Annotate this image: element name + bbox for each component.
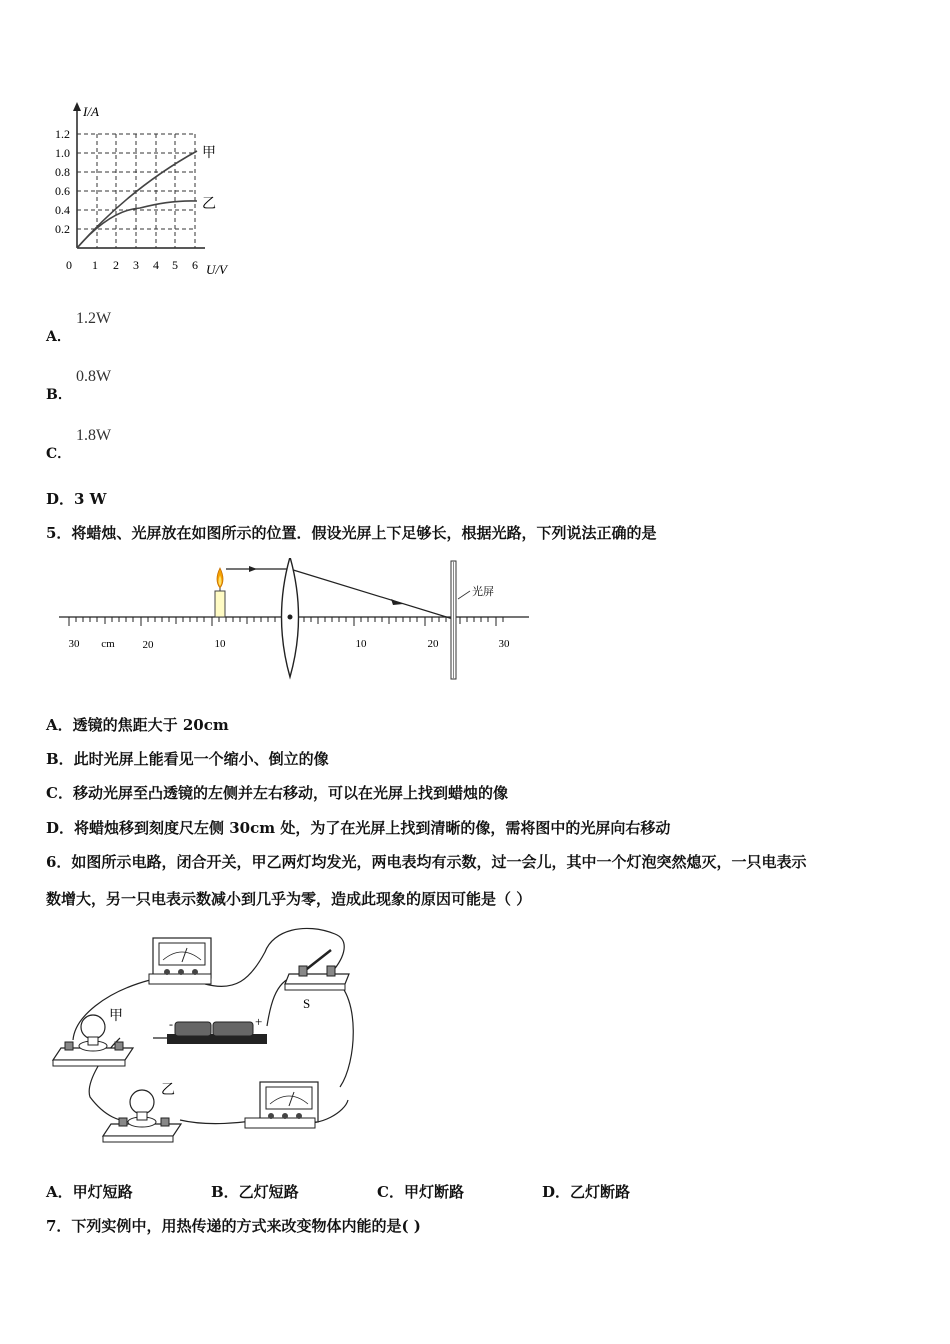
- ruler-label: 30: [68, 638, 80, 650]
- refracted-ray: [290, 569, 453, 619]
- y-tick: 0.2: [55, 222, 70, 236]
- ruler-label: 20: [142, 639, 154, 651]
- candle: [215, 568, 225, 617]
- q5-option-b[interactable]: B．此时光屏上能看见一个缩小、倒立的像: [46, 750, 329, 768]
- question-6-stem-line2: 数增大，另一只电表示数减小到几乎为零，造成此现象的原因可能是（ ）: [46, 890, 532, 908]
- iu-graph: [40, 98, 250, 278]
- x-tick: 0: [66, 258, 72, 272]
- option-value: 3 W: [74, 490, 107, 508]
- curve-yi: [77, 201, 197, 248]
- option-letter: D．: [46, 490, 75, 508]
- ruler-label: 20: [427, 638, 439, 650]
- x-tick: 6: [192, 258, 198, 272]
- meter-bottom: [245, 1082, 318, 1128]
- question-6-stem-line1: 6．如图所示电路，闭合开关，甲乙两灯均发光，两电表均有示数，过一会儿，其中一个灯泡突然熄灭，一只电表示: [46, 853, 807, 871]
- x-tick: 3: [133, 258, 139, 272]
- battery-plus: +: [255, 1014, 263, 1029]
- q6-option-b[interactable]: B．乙灯短路: [211, 1183, 299, 1201]
- ray-arrow: [391, 599, 403, 605]
- q5-option-a[interactable]: A．透镜的焦距大于 20cm: [46, 716, 229, 734]
- option-d[interactable]: [46, 488, 107, 509]
- lens-center-dot: [288, 615, 293, 620]
- x-tick: 2: [113, 258, 119, 272]
- ruler-label: cm: [101, 638, 115, 650]
- candle-body: [215, 591, 225, 617]
- y-tick: 1.2: [55, 127, 70, 141]
- ruler-label: 30: [498, 638, 510, 650]
- circuit-diagram: [45, 922, 365, 1144]
- option-value: 0.8W: [76, 368, 112, 385]
- lamp-label-jia: 甲: [109, 1009, 123, 1024]
- switch-label: S: [303, 996, 311, 1011]
- curve-label-jia: 甲: [202, 146, 216, 161]
- curve-label-yi: 乙: [202, 197, 216, 212]
- y-tick: 0.8: [55, 165, 70, 179]
- option-letter: A．: [46, 329, 71, 345]
- q6-option-c[interactable]: C．甲灯断路: [377, 1183, 464, 1201]
- x-tick: 4: [153, 258, 159, 272]
- option-value: 1.2W: [76, 310, 112, 327]
- ruler-label: 10: [214, 638, 226, 650]
- q5-option-d[interactable]: D．将蜡烛移到刻度尺左侧 30cm 处，为了在光屏上找到清晰的像，需将图中的光屏向右移动: [46, 819, 671, 837]
- q6-option-a[interactable]: A．甲灯短路: [46, 1183, 133, 1201]
- option-value: 1.8W: [76, 427, 112, 444]
- y-tick: 0.4: [55, 203, 70, 217]
- option-letter: C．: [46, 446, 72, 462]
- option-letter: B．: [46, 387, 72, 403]
- lamp-jia: [53, 1008, 133, 1066]
- ruler-label: 10: [355, 638, 367, 650]
- question-7-stem: 7．下列实例中，用热传递的方式来改变物体内能的是( ): [46, 1217, 421, 1235]
- x-tick: 5: [172, 258, 178, 272]
- screen-label-leader: [458, 591, 470, 599]
- ray-arrow: [249, 566, 257, 572]
- switch: [285, 950, 349, 1011]
- x-axis-label: U/V: [206, 262, 227, 277]
- y-tick: 1.0: [55, 146, 70, 160]
- x-tick: 1: [92, 258, 98, 272]
- lamp-label-yi: 乙: [161, 1083, 175, 1098]
- meter-top: [149, 938, 211, 984]
- q5-option-c[interactable]: C．移动光屏至凸透镜的左侧并左右移动，可以在光屏上找到蜡烛的像: [46, 784, 508, 802]
- y-axis-arrow: [73, 102, 81, 111]
- question-5-stem: 5．将蜡烛、光屏放在如图所示的位置．假设光屏上下足够长，根据光路，下列说法正确的是: [46, 524, 657, 542]
- q6-option-d[interactable]: D．乙灯断路: [542, 1183, 631, 1201]
- screen-label: 光屏: [472, 586, 494, 598]
- lamp-yi: [103, 1083, 181, 1142]
- battery-minus: -: [169, 1017, 173, 1031]
- curve-jia: [77, 151, 197, 248]
- lens-diagram: [55, 558, 535, 683]
- y-axis-label: I/A: [83, 104, 99, 119]
- y-tick: 0.6: [55, 184, 70, 198]
- battery: [167, 1014, 267, 1044]
